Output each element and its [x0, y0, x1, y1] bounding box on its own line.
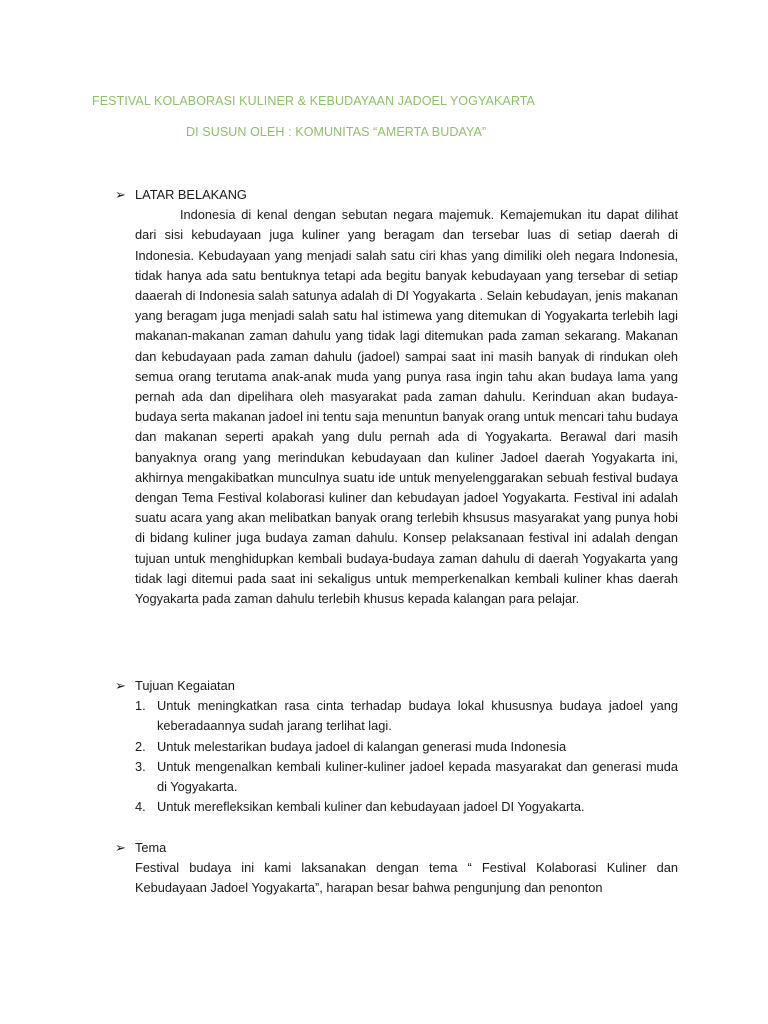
arrow-bullet-icon: ➢: [115, 678, 126, 693]
list-number: 2.: [135, 738, 146, 754]
list-item-text: Untuk melestarikan budaya jadoel di kalangan generasi muda Indonesia: [157, 738, 567, 754]
section-latar-belakang: [115, 185, 678, 609]
list-item-text: Untuk meningkatkan rasa cinta terhadap budaya lokal khususnya budaya jadoel yang keberadaannya sudah jarang terlihat lagi.: [157, 698, 678, 734]
document-title: FESTIVAL KOLABORASI KULINER & KEBUDAYAAN JADOEL YOGYAKARTA: [92, 94, 535, 108]
latar-belakang-paragraph: Indonesia di kenal dengan sebutan negara majemuk. Kemajemukan itu dapat dilihat dari sisi kebudayaan juga kuliner yang beragam dan tersebar luas di setiap daerah di Indonesia. Kebudayaan yang menjadi salah satu ciri khas yang dimiliki oleh negara Indonesia, tidak hanya ada satu bentuknya tetapi ada begitu banyak kebudayaan yang tersebar di setiap daaerah di Indonesia salah satunya adalah di DI Yogyakarta . Selain kebudayan, jenis makanan yang beragam juga menjadi salah satu hal istimewa yang ditemukan di Yogyakarta terlebih lagi makanan-makanan zaman dahulu yang tidak lagi ditemukan pada zaman sekarang. Makanan dan kebudayaan pada zaman dahulu (jadoel) sampai saat ini masih banyak di rindukan oleh semua orang terutama anak-anak muda yang punya rasa ingin tahu akan budaya lama yang pernah ada dan dipelihara oleh masyarakat pada zaman dahulu. Kerinduan akan budaya-budaya serta makanan jadoel ini tentu saja menuntun banyak orang untuk mencari tahu budaya dan makanan seperti apakah yang dulu pernah ada di Yogyakarta. Berawal dari masih banyaknya orang yang merindukan kebudayaan dan kuliner Jadoel daerah Yogyakarta ini, akhirnya mengakibatkan munculnya suatu ide untuk menyelenggarakan sebuah festival budaya dengan Tema Festival kolaborasi kuliner dan kebudayan jadoel Yogyakarta. Festival ini adalah suatu acara yang akan melibatkan banyak orang terlebih khsusus masyarakat yang punya hobi di bidang kuliner juga budaya zaman dahulu. Konsep pelaksanaan festival ini adalah dengan tujuan untuk menghidupkan kembali budaya-budaya zaman dahulu di daerah Yogyakarta yang tidak lagi ditemui pada saat ini sekaligus untuk memperkenalkan kembali kuliner khas daerah Yogyakarta pada zaman dahulu terlebih khusus kepada kalangan para pelajar.: [135, 207, 678, 607]
heading-tujuan: Tujuan Kegaiatan: [135, 678, 235, 693]
section-heading: [115, 185, 678, 205]
section-tema: [115, 838, 678, 899]
document-subtitle: DI SUSUN OLEH : KOMUNITAS “AMERTA BUDAYA”: [186, 125, 487, 139]
section-tujuan: [115, 676, 678, 817]
heading-tema: Tema: [135, 840, 167, 855]
list-number: 4.: [135, 799, 146, 815]
list-item: [115, 757, 678, 797]
section-heading: [115, 838, 678, 858]
section-heading: [115, 676, 678, 696]
arrow-bullet-icon: ➢: [115, 187, 126, 202]
list-number: 1.: [135, 698, 146, 714]
list-item-text: Untuk mengenalkan kembali kuliner-kuliner jadoel kepada masyarakat dan generasi muda di Yogyakarta.: [157, 758, 678, 795]
list-item: [115, 737, 678, 757]
arrow-bullet-icon: ➢: [115, 840, 126, 855]
tema-paragraph: Festival budaya ini kami laksanakan dengan tema “ Festival Kolaborasi Kuliner dan Kebudayaan Jadoel Yogyakarta”, harapan besar bahwa pengunjung dan penonton: [135, 860, 678, 896]
heading-latar-belakang: LATAR BELAKANG: [135, 187, 247, 202]
list-item: [115, 696, 678, 736]
tujuan-list: [115, 696, 678, 817]
list-item-text: Untuk merefleksikan kembali kuliner dan kebudayaan jadoel DI Yogyakarta.: [157, 799, 585, 815]
list-number: 3.: [135, 758, 146, 774]
list-item: [115, 797, 678, 817]
